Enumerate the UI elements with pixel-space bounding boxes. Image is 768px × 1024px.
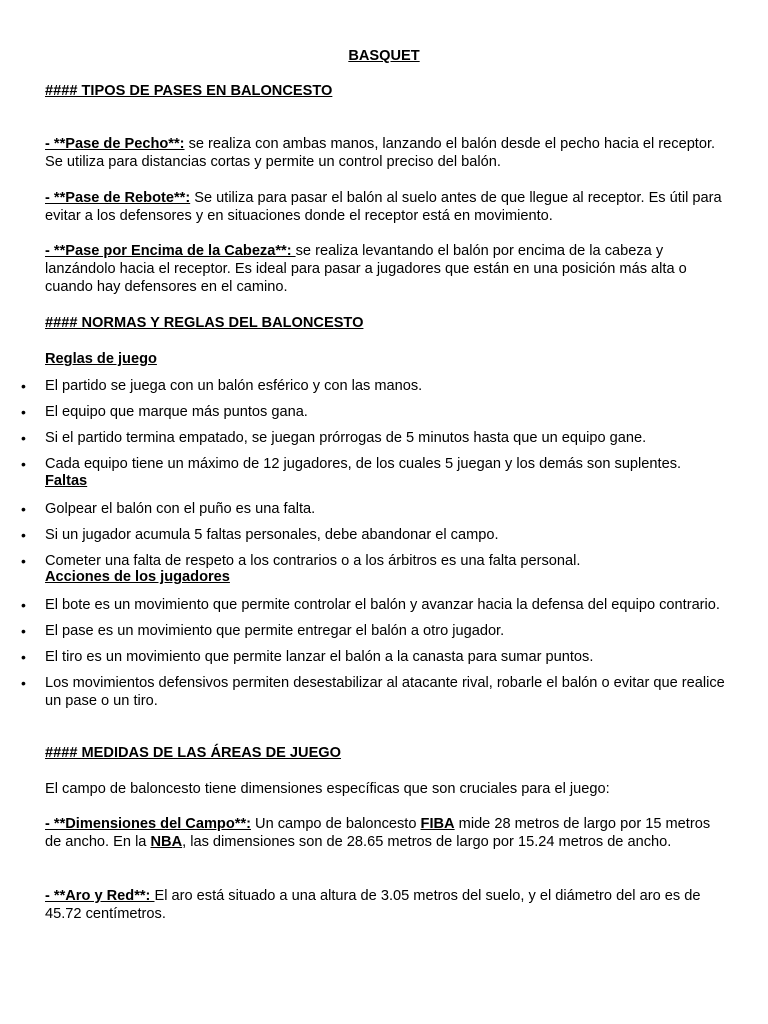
pase-rebote-text: Se utiliza para pasar el balón al suelo antes de que llegue al receptor. Es útil para evitar a los defensores y en situaciones donde el receptor está en movimiento. <box>45 190 722 224</box>
nba-term: NBA <box>150 834 183 850</box>
pase-cabeza-text: se realiza levantando el balón por encima de la cabeza y lanzándolo hacia el receptor. Es ideal para pasar a jugadores que están en una posición más alta o cuando hay defensores en el camino. <box>45 243 687 295</box>
medidas-intro: El campo de baloncesto tiene dimensiones específicas que son cruciales para el juego: <box>45 781 610 797</box>
list-item: • Cometer una falta de respeto a los contrarios o a los árbitros es una falta personal. <box>45 552 725 570</box>
dimensiones-text-2: mide 28 metros de largo por 15 metros de ancho. En la <box>45 816 711 850</box>
pase-pecho-label: - **Pase de Pecho**: <box>45 136 185 152</box>
dimensiones-text-1: Un campo de baloncesto <box>250 816 421 832</box>
list-item: • El equipo que marque más puntos gana. <box>45 403 725 421</box>
list-item: • Cada equipo tiene un máximo de 12 jugadores, de los cuales 5 juegan y los demás son suplentes. <box>45 455 725 473</box>
pase-rebote-label: - **Pase de Rebote**: <box>45 190 191 206</box>
reglas-list <box>45 377 725 473</box>
faltas-heading: Faltas <box>45 473 88 489</box>
acciones-list <box>45 596 725 710</box>
list-item: • El tiro es un movimiento que permite lanzar el balón a la canasta para sumar puntos. <box>45 648 725 666</box>
list-item: • Si un jugador acumula 5 faltas personales, debe abandonar el campo. <box>45 526 725 544</box>
aro-label: - **Aro y Red**: <box>45 888 155 904</box>
dimensiones-text-3: , las dimensiones son de 28.65 metros de largo por 15.24 metros de ancho. <box>182 834 672 850</box>
aro-paragraph <box>45 887 725 923</box>
list-item: • El partido se juega con un balón esférico y con las manos. <box>45 377 725 395</box>
list-item: • El pase es un movimiento que permite entregar el balón a otro jugador. <box>45 622 725 640</box>
pase-cabeza-label: - **Pase por Encima de la Cabeza**: <box>45 243 296 259</box>
list-item: • El bote es un movimiento que permite controlar el balón y avanzar hacia la defensa del equipo contrario. <box>45 596 725 614</box>
pase-pecho-text: se realiza con ambas manos, lanzando el balón desde el pecho hacia el receptor. Se utiliza para distancias cortas y permite un control preciso del balón. <box>45 136 716 170</box>
fiba-term: FIBA <box>420 816 455 832</box>
dimensiones-paragraph <box>45 815 725 851</box>
pase-rebote-paragraph <box>45 189 725 225</box>
pase-pecho-paragraph <box>45 135 725 171</box>
aro-text: El aro está situado a una altura de 3.05 metros del suelo, y el diámetro del aro es de 45.72 centímetros. <box>45 888 701 922</box>
medidas-heading: #### MEDIDAS DE LAS ÁREAS DE JUEGO <box>45 745 342 761</box>
pases-heading: #### TIPOS DE PASES EN BALONCESTO <box>45 83 333 99</box>
pase-cabeza-paragraph <box>45 242 725 296</box>
list-item: • Si el partido termina empatado, se juegan prórrogas de 5 minutos hasta que un equipo gane. <box>45 429 725 447</box>
acciones-heading: Acciones de los jugadores <box>45 569 230 585</box>
faltas-list <box>45 500 725 570</box>
list-item: • Golpear el balón con el puño es una falta. <box>45 500 725 518</box>
list-item: • Los movimientos defensivos permiten desestabilizar al atacante rival, robarle el balón o evitar que realice un pase o un tiro. <box>45 674 725 710</box>
reglas-heading: Reglas de juego <box>45 351 157 367</box>
dimensiones-label: - **Dimensiones del Campo**: <box>45 816 251 832</box>
document-title: BASQUET <box>348 48 420 64</box>
normas-heading: #### NORMAS Y REGLAS DEL BALONCESTO <box>45 315 364 331</box>
